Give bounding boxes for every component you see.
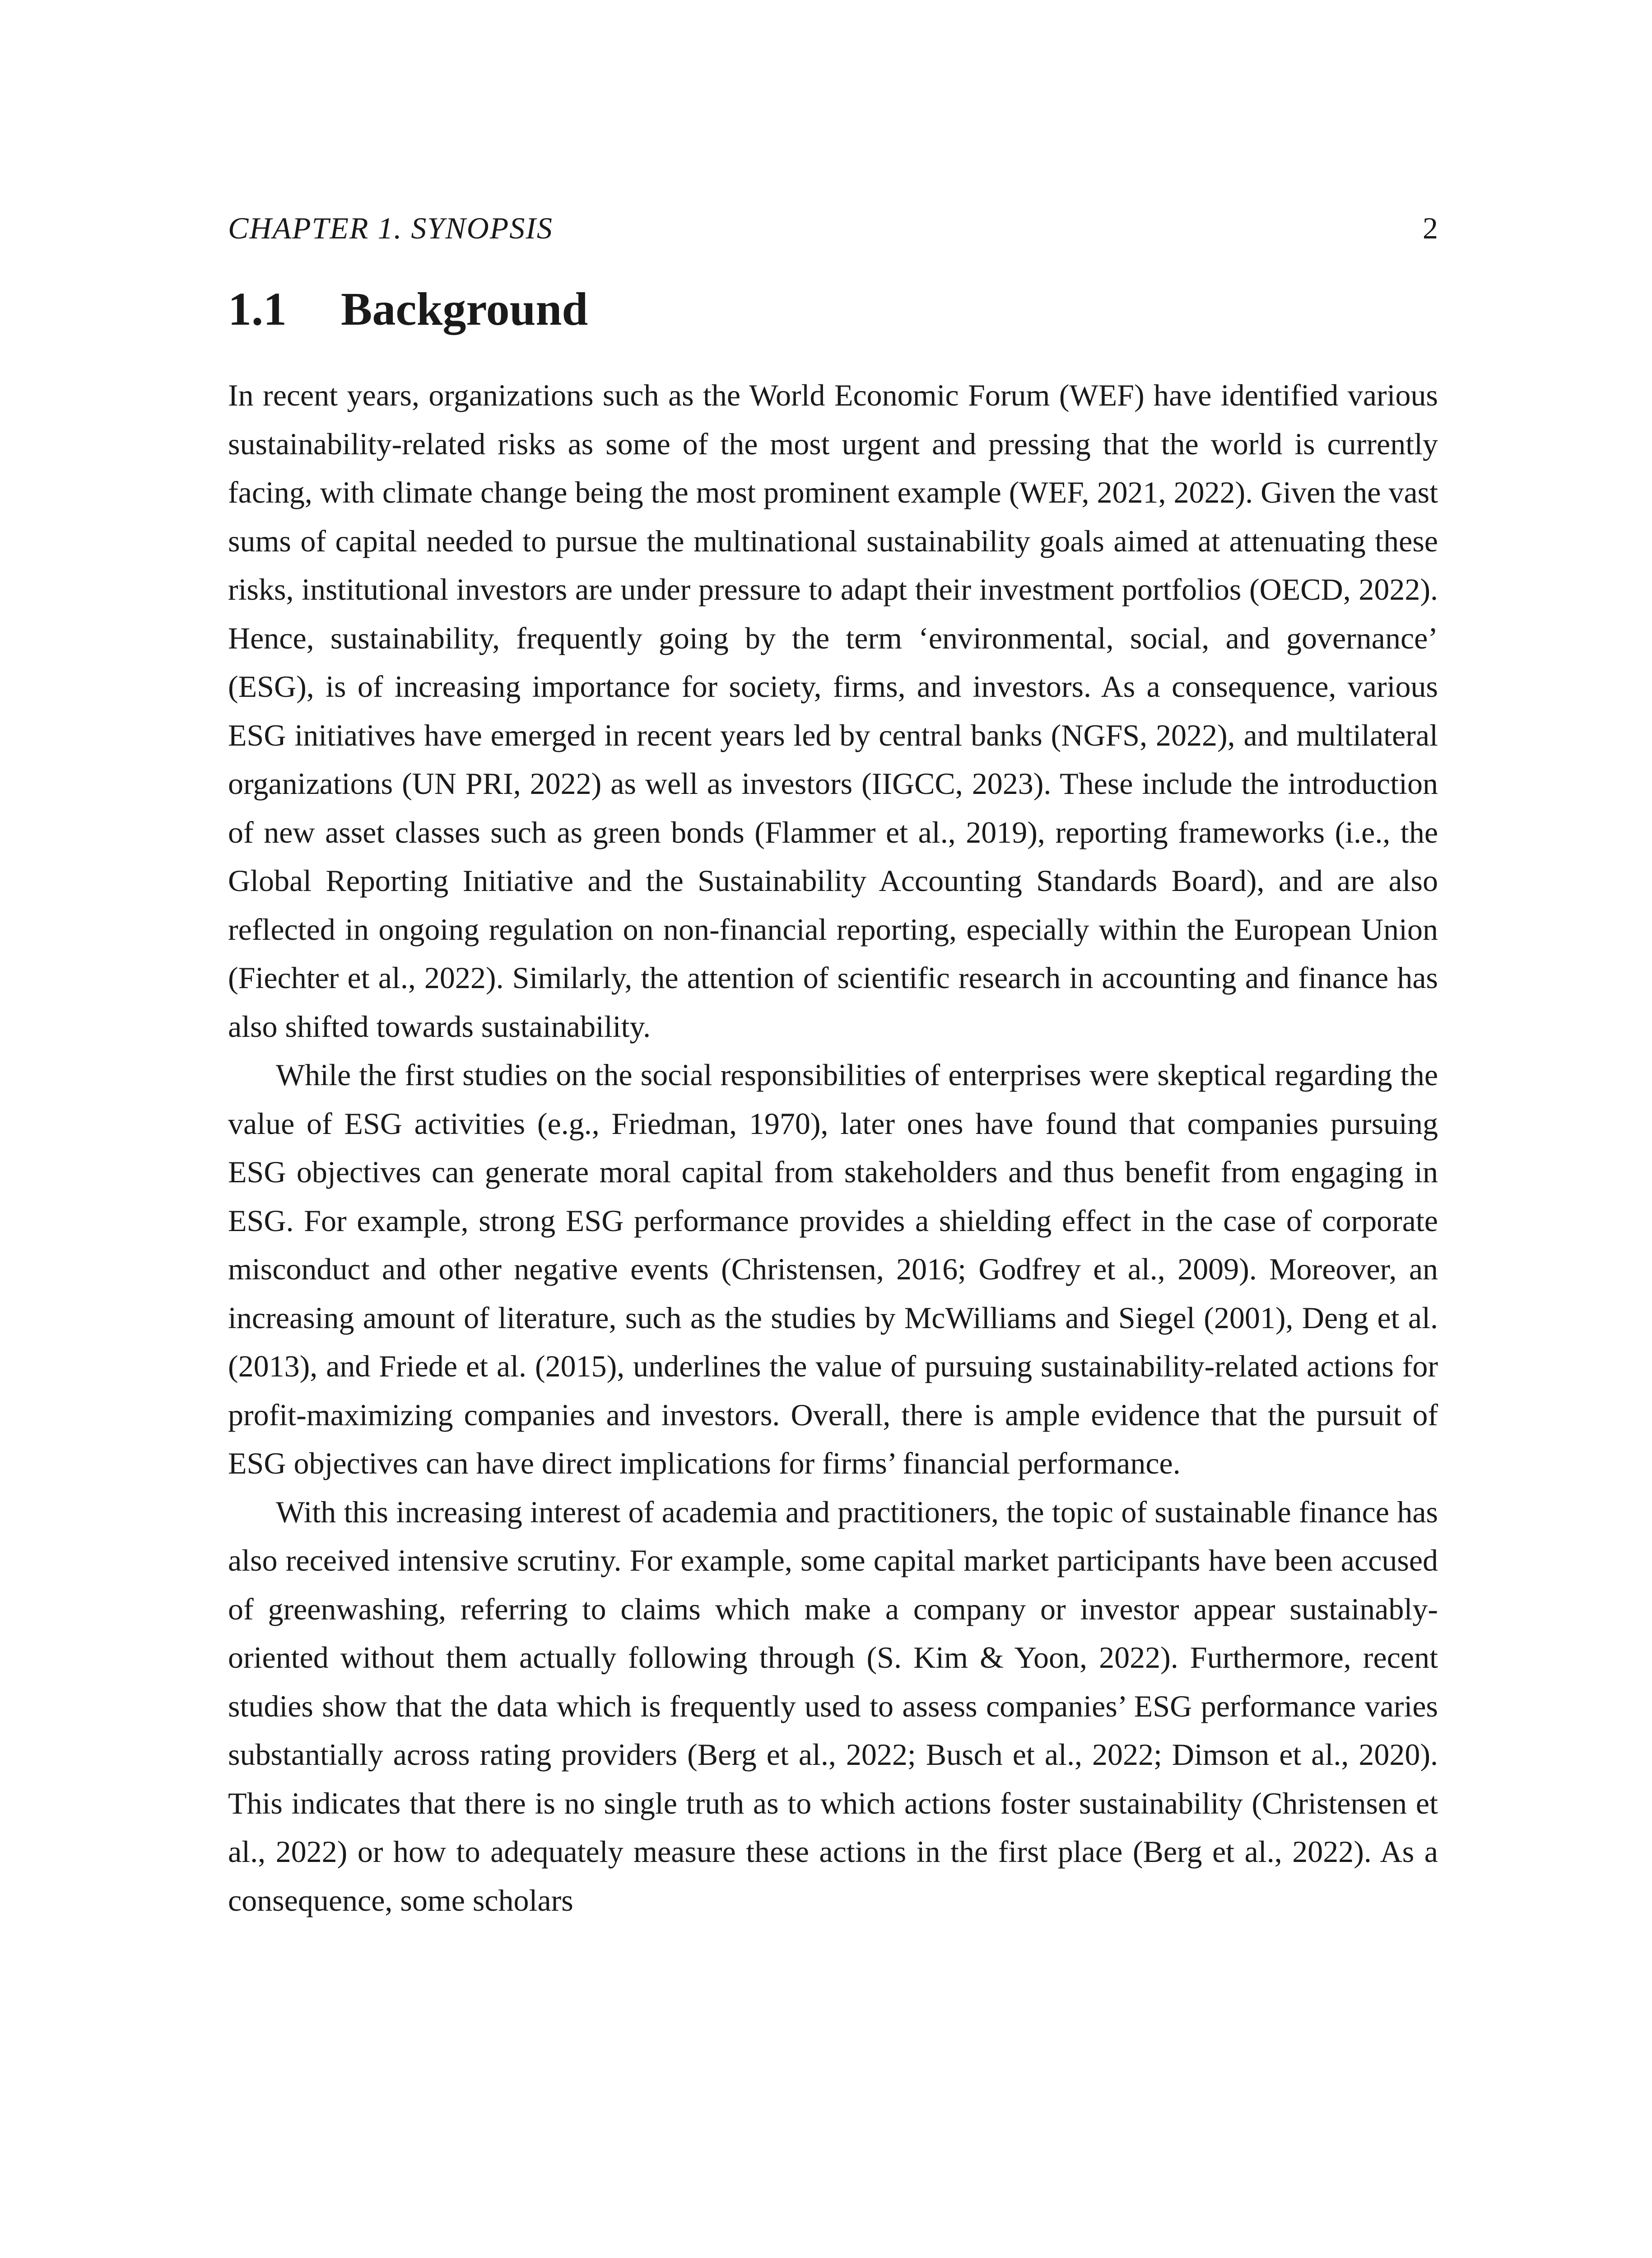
running-head-chapter: CHAPTER 1. SYNOPSIS <box>228 211 553 245</box>
running-head <box>228 205 1438 251</box>
section-title: Background <box>341 283 588 335</box>
page-number: 2 <box>1423 211 1438 245</box>
section-heading <box>228 275 1438 343</box>
paragraph: In recent years, organizations such as the World Economic Forum (WEF) have identified various sustainability-related risks as some of the most urgent and pressing that the world is currently facing, with climate change being the most prominent example (WEF, 2021, 2022). Given the vast sums of capital needed to pursue the multinational sustainability goals aimed at attenuating these risks, institutional investors are under pressure to adapt their investment portfolios (OECD, 2022). Hence, sustainability, frequently going by the term ‘environmental, social, and governance’ (ESG), is of increasing importance for society, firms, and investors. As a consequence, various ESG initiatives have emerged in recent years led by central banks (NGFS, 2022), and multilateral organizations (UN PRI, 2022) as well as investors (IIGCC, 2023). These include the introduction of new asset classes such as green bonds (Flammer et al., 2019), reporting frameworks (i.e., the Global Reporting Initiative and the Sustainability Accounting Standards Board), and are also reflected in ongoing regulation on non-financial reporting, especially within the European Union (Fiechter et al., 2022). Similarly, the attention of scientific research in accounting and finance has also shifted towards sustainability. <box>228 378 1438 1044</box>
paragraph: While the first studies on the social responsibilities of enterprises were skeptical regarding the value of ESG activities (e.g., Friedman, 1970), later ones have found that companies pursuing ESG objectives can generate moral capital from stakeholders and thus benefit from engaging in ESG. For example, strong ESG performance provides a shielding effect in the case of corporate misconduct and other negative events (Christensen, 2016; Godfrey et al., 2009). Moreover, an increasing amount of literature, such as the studies by McWilliams and Siegel (2001), Deng et al. (2013), and Friede et al. (2015), underlines the value of pursuing sustainability-related actions for profit-maximizing companies and investors. Overall, there is ample evidence that the pursuit of ESG objectives can have direct implications for firms’ financial performance. <box>228 1058 1438 1480</box>
body-text <box>228 371 1438 1925</box>
paragraph: With this increasing interest of academia and practitioners, the topic of sustainable finance has also received intensive scrutiny. For example, some capital market participants have been accused of greenwashing, referring to claims which make a company or investor appear sustainably-oriented without them actually following through (S. Kim & Yoon, 2022). Furthermore, recent studies show that the data which is frequently used to assess companies’ ESG performance varies substantially across rating providers (Berg et al., 2022; Busch et al., 2022; Dimson et al., 2020). This indicates that there is no single truth as to which actions foster sustainability (Christensen et al., 2022) or how to adequately measure these actions in the first place (Berg et al., 2022). As a consequence, some scholars <box>228 1494 1438 1917</box>
section-number: 1.1 <box>228 283 287 335</box>
